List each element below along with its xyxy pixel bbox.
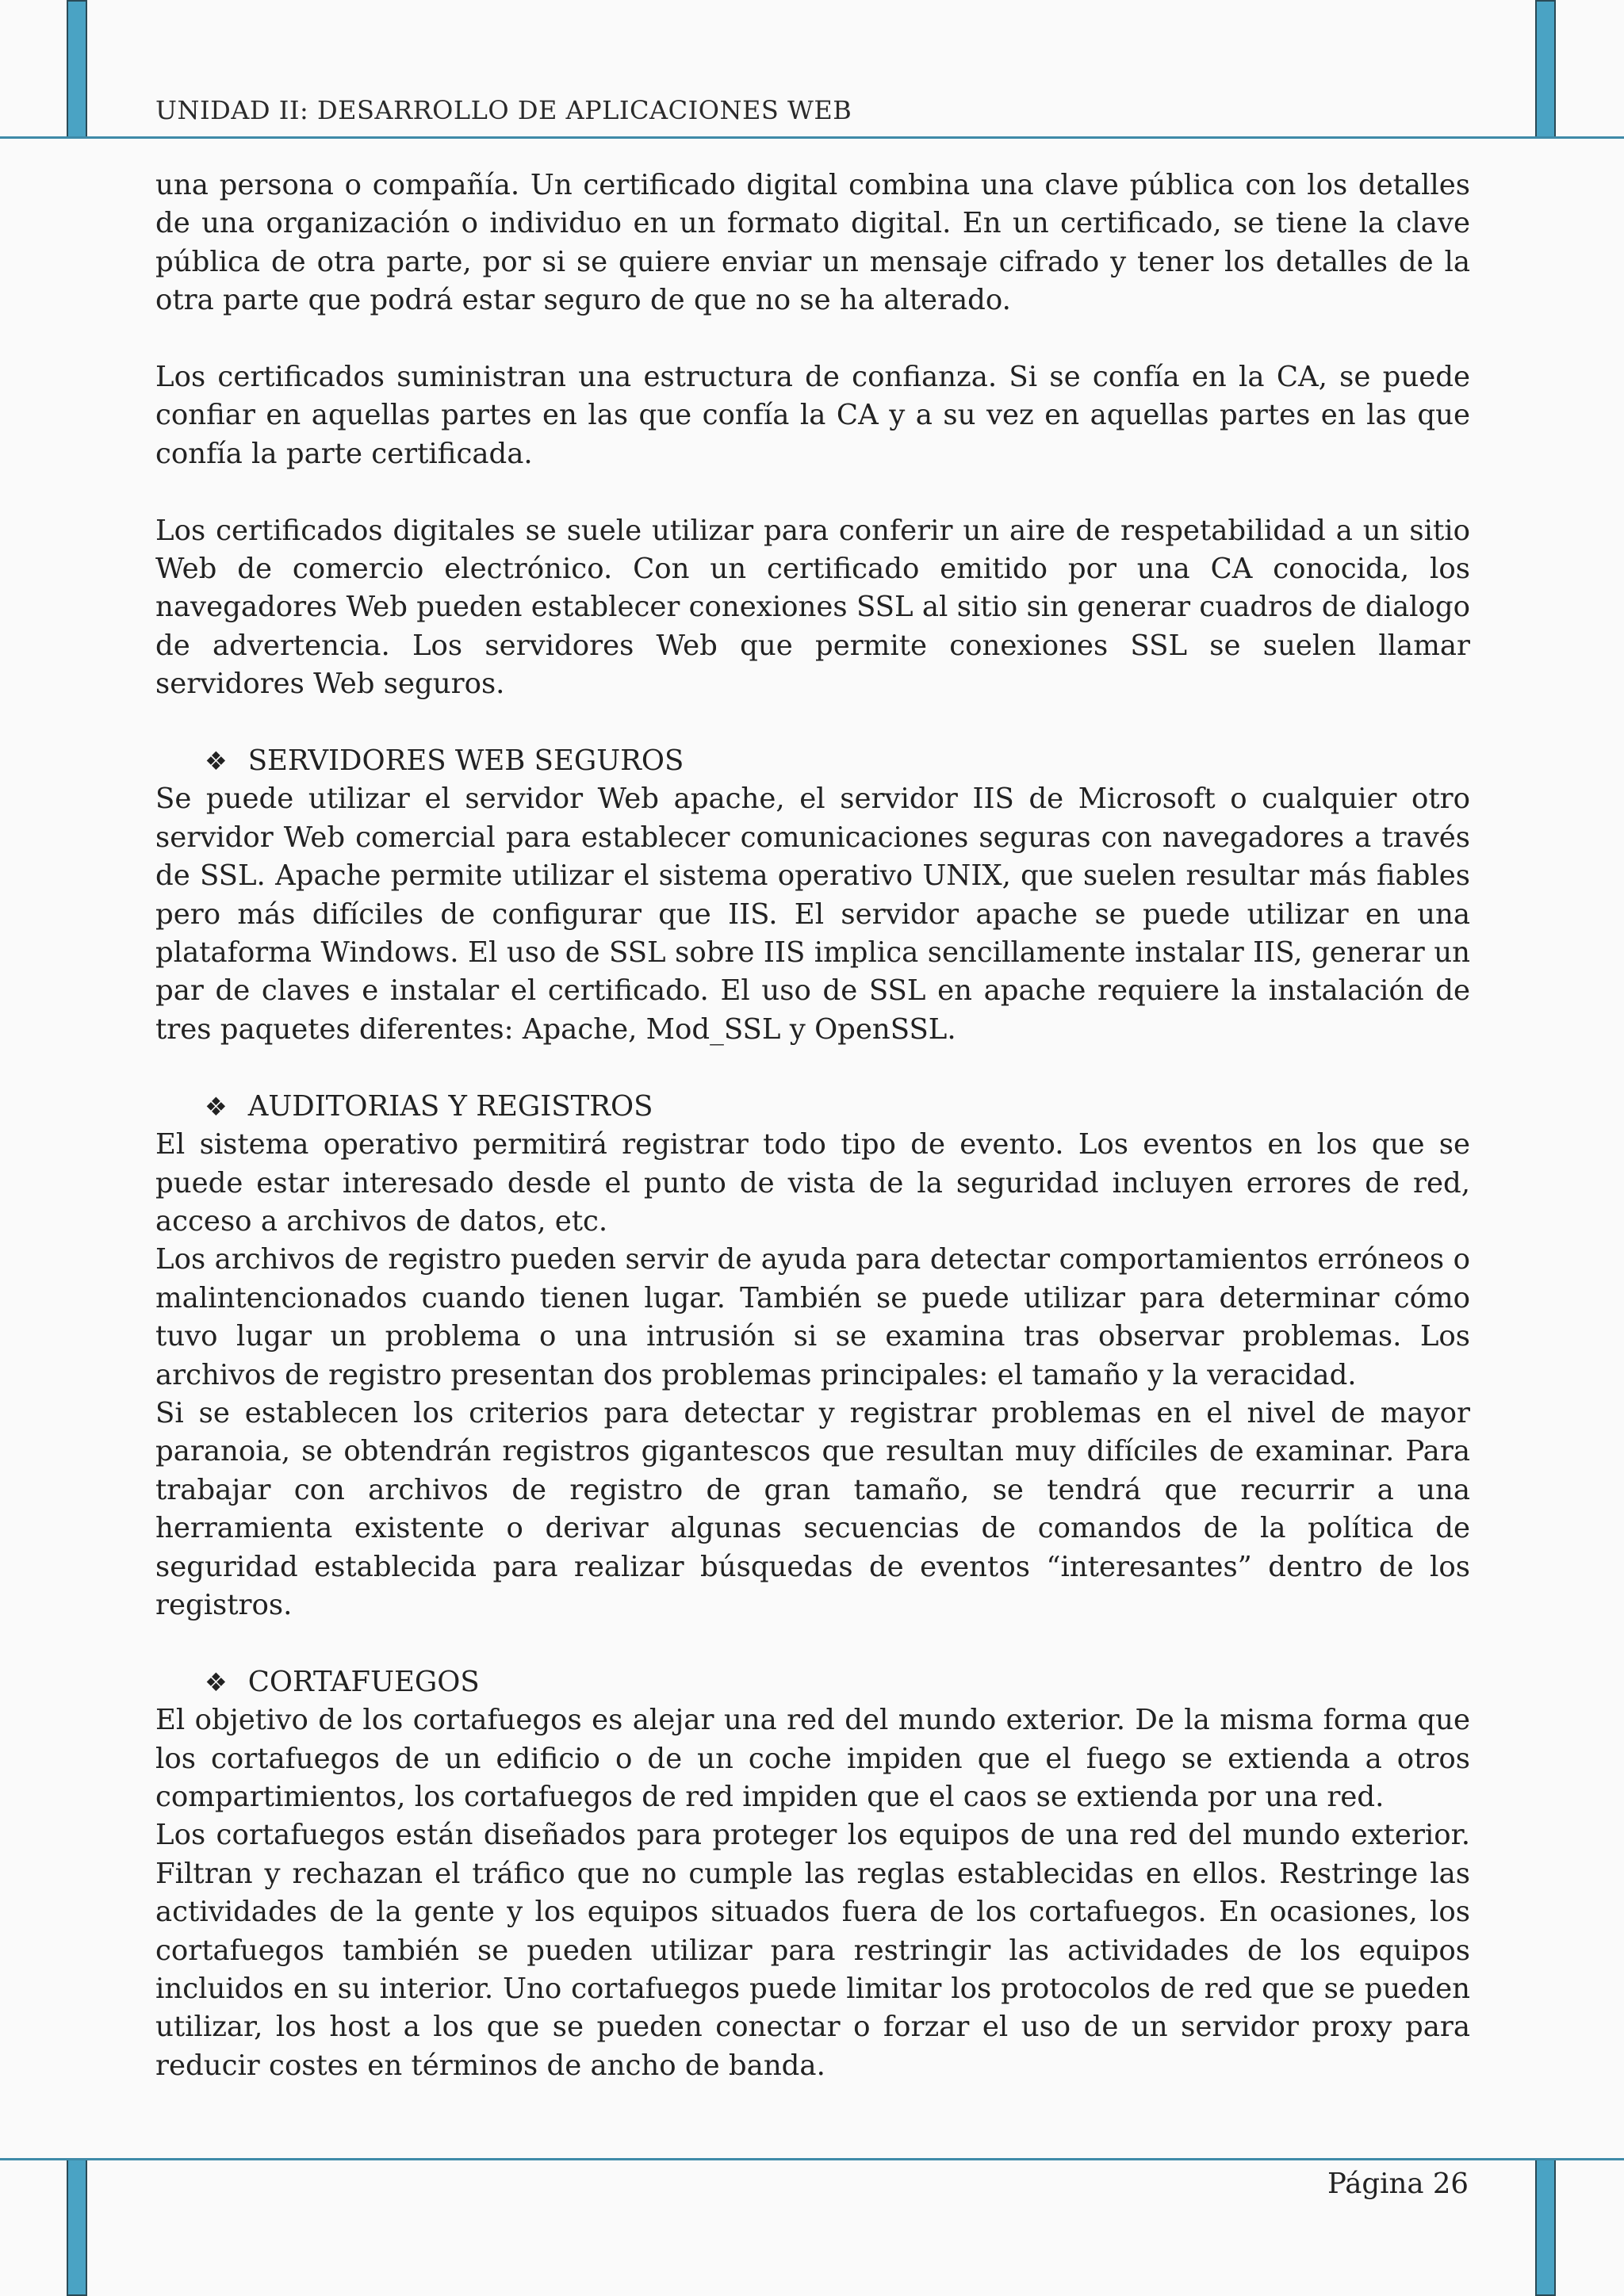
page-header: UNIDAD II: DESARROLLO DE APLICACIONES WEB [155, 95, 852, 125]
section-heading-cortafuegos: ❖ CORTAFUEGOS [205, 1665, 480, 1698]
paragraph: Los certificados digitales se suele utilizar para conferir un aire de respetabilidad a un sitio Web de comercio electrónico. Con un certificado emitido por una CA conocida, los navegadores Web pueden establecer conexiones SSL al sitio sin generar cuadros de dialogo de advertencia. Los servidores Web que permite conexiones SSL se suelen llamar servidores Web seguros. [155, 514, 1470, 701]
paragraph: Se puede utilizar el servidor Web apache, el servidor IIS de Microsoft o cualquier otro servidor Web comercial para establecer comunicaciones seguras con navegadores a través de SSL. Apache permite utilizar el sistema operativo UNIX, que suelen resultar más fiables pero más difíciles de configurar que IIS. El servidor apache se puede utilizar en una plataforma Windows. El uso de SSL sobre IIS implica sencillamente instalar IIS, generar un par de claves e instalar el certificado. El uso de SSL en apache requiere la instalación de tres paquetes diferentes: Apache, Mod_SSL y OpenSSL. [155, 783, 1470, 1046]
paragraph: Los certificados suministran una estructura de confianza. Si se confía en la CA, se puede confiar en aquellas partes en las que confía la CA y a su vez en aquellas partes en las que confía la parte certificada. [155, 361, 1470, 470]
diamond-bullet-icon: ❖ [205, 746, 228, 777]
document-body [155, 166, 1470, 2085]
paragraph: Los archivos de registro pueden servir de ayuda para detectar comportamientos erróneos o malintencionados cuando tienen lugar. También se puede utilizar para determinar cómo tuvo lugar un problema o una intrusión si se examina tras observar problemas. Los archivos de registro presentan dos problemas principales: el tamaño y la veracidad. [155, 1243, 1470, 1391]
paragraph: El objetivo de los cortafuegos es alejar una red del mundo exterior. De la misma forma que los cortafuegos de un edificio o de un coche impiden que el fuego se extienda a otros compartimientos, los cortafuegos de red impiden que el caos se extienda por una red. [155, 1704, 1470, 1813]
paragraph: Si se establecen los criterios para detectar y registrar problemas en el nivel de mayor paranoia, se obtendrán registros gigantescos que resultan muy difíciles de examinar. Para trabajar con archivos de registro de gran tamaño, se tendrá que recurrir a una herramienta existente o derivar algunas secuencias de comandos de la política de seguridad establecida para realizar búsquedas de eventos “interesantes” dentro de los registros. [155, 1396, 1470, 1621]
corner-bar-bottom-left [67, 2158, 87, 2296]
section-heading-auditorias: ❖ AUDITORIAS Y REGISTROS [205, 1089, 653, 1123]
page-number: Página 26 [1327, 2168, 1469, 2200]
corner-bar-top-right [1535, 0, 1556, 138]
paragraph: El sistema operativo permitirá registrar todo tipo de evento. Los eventos en los que se puede estar interesado desde el punto de vista de la seguridad incluyen errores de red, acceso a archivos de datos, etc. [155, 1128, 1470, 1238]
diamond-bullet-icon: ❖ [205, 1667, 228, 1697]
paragraph: Los cortafuegos están diseñados para proteger los equipos de una red del mundo exterior. Filtran y rechazan el tráfico que no cumple las reglas establecidas en ellos. Restringe las actividades de la gente y los equipos situados fuera de los cortafuegos. En ocasiones, los cortafuegos también se pueden utilizar para restringir las actividades de los equipos incluidos en su interior. Uno cortafuegos puede limitar los protocolos de red que se pueden utilizar, los host a los que se pueden conectar o forzar el uso de un servidor proxy para reducir costes en términos de ancho de banda. [155, 1819, 1470, 2082]
header-rule [0, 136, 1624, 139]
diamond-bullet-icon: ❖ [205, 1091, 228, 1122]
paragraph: una persona o compañía. Un certificado digital combina una clave pública con los detalles de una organización o individuo en un formato digital. En un certificado, se tiene la clave pública de otra parte, por si se quiere enviar un mensaje cifrado y tener los detalles de la otra parte que podrá estar seguro de que no se ha alterado. [155, 169, 1470, 317]
corner-bar-bottom-right [1535, 2158, 1556, 2296]
footer-rule [0, 2158, 1624, 2160]
corner-bar-top-left [67, 0, 87, 138]
section-heading-servidores: ❖ SERVIDORES WEB SEGUROS [205, 744, 684, 778]
